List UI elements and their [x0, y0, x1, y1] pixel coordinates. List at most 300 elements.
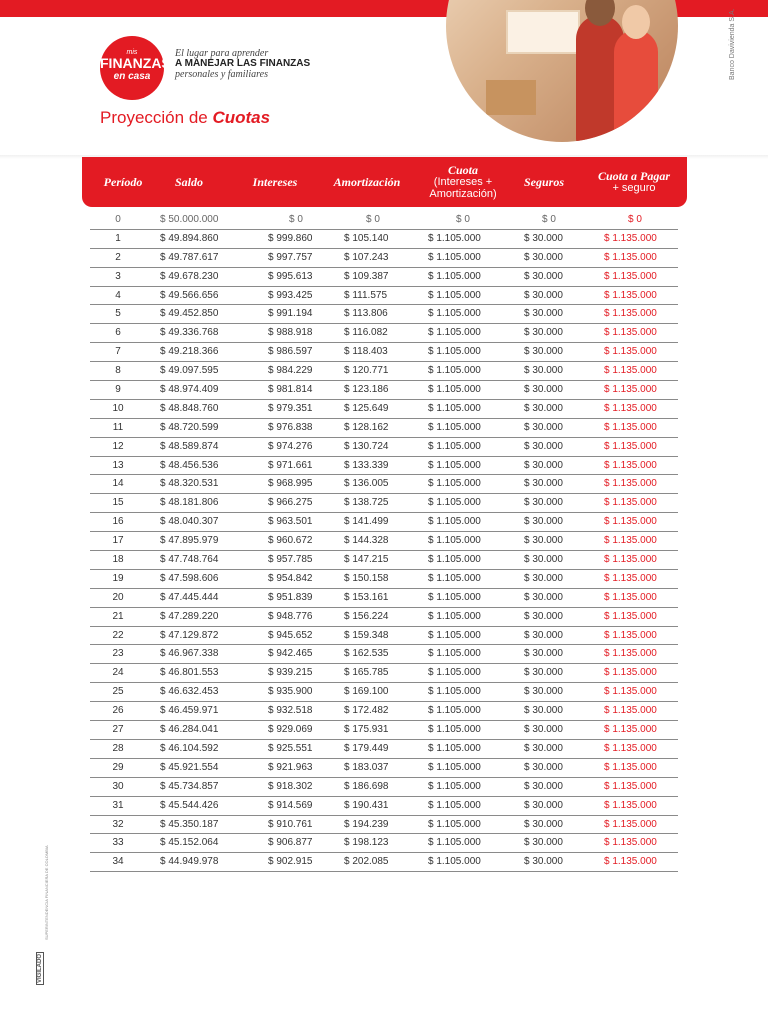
- cell-amortizacion: $ 0: [366, 214, 380, 225]
- cell-cuota: $ 1.105.000: [428, 591, 481, 603]
- cell-amortizacion: $ 169.100: [344, 686, 389, 698]
- cell-intereses: $ 979.351: [268, 402, 313, 414]
- cell-cuota: $ 1.105.000: [428, 856, 481, 868]
- table-row: [90, 589, 678, 608]
- table-row: [90, 645, 678, 664]
- cell-intereses: $ 999.860: [268, 232, 313, 244]
- cell-amortizacion: $ 113.806: [344, 308, 388, 320]
- cell-amortizacion: $ 120.771: [344, 365, 389, 377]
- cell-cuota: $ 1.105.000: [428, 384, 481, 396]
- table-row: [90, 740, 678, 759]
- cell-cuota-total: $ 1.135.000: [604, 516, 657, 528]
- cell-intereses: $ 910.761: [268, 818, 313, 830]
- cell-seguros: $ 30.000: [524, 535, 563, 547]
- cell-amortizacion: $ 194.239: [344, 818, 389, 830]
- cell-seguros: $ 30.000: [524, 251, 563, 263]
- cell-periodo: 25: [112, 686, 124, 698]
- cell-amortizacion: $ 183.037: [344, 761, 389, 773]
- cell-periodo: 5: [115, 308, 121, 320]
- cell-seguros: $ 30.000: [524, 799, 563, 811]
- cell-amortizacion: $ 186.698: [344, 780, 389, 792]
- cell-seguros: $ 30.000: [524, 270, 563, 282]
- cell-intereses: $ 991.194: [268, 308, 313, 320]
- table-row: [90, 797, 678, 816]
- cell-periodo: 11: [112, 421, 124, 433]
- table-row: [90, 419, 678, 438]
- cell-cuota: $ 1.105.000: [428, 686, 481, 698]
- cell-amortizacion: $ 105.140: [344, 232, 389, 244]
- cell-intereses: $ 966.275: [268, 497, 313, 509]
- cell-seguros: $ 30.000: [524, 856, 563, 868]
- cell-cuota: $ 1.105.000: [428, 308, 481, 320]
- cell-cuota: $ 1.105.000: [428, 402, 481, 414]
- cell-intereses: $ 921.963: [268, 761, 313, 773]
- table-header: [82, 157, 687, 207]
- tagline-line2: A MANEJAR LAS FINANZAS: [175, 58, 311, 69]
- header-intereses: Intereses: [252, 175, 298, 189]
- cell-saldo: $ 49.097.595: [160, 365, 219, 377]
- cell-periodo: 13: [112, 459, 124, 471]
- photo-window: [506, 10, 580, 54]
- cell-intereses: $ 974.276: [268, 440, 313, 452]
- cell-saldo: $ 46.632.453: [160, 686, 219, 698]
- header-seguros: Seguros: [523, 175, 564, 189]
- cell-intereses: $ 918.302: [268, 780, 313, 792]
- cell-amortizacion: $ 116.082: [344, 327, 388, 339]
- cell-cuota: $ 1.105.000: [428, 421, 481, 433]
- table-row: [90, 608, 678, 627]
- cell-amortizacion: $ 165.785: [344, 667, 389, 679]
- cell-seguros: $ 30.000: [524, 327, 563, 339]
- cell-saldo: $ 46.284.041: [160, 724, 219, 736]
- cell-cuota-total: $ 1.135.000: [604, 648, 657, 660]
- cell-cuota: $ 1.105.000: [428, 497, 481, 509]
- photo-person-woman: [614, 30, 658, 142]
- cell-intereses: $ 939.215: [268, 667, 313, 679]
- cell-amortizacion: $ 156.224: [344, 610, 389, 622]
- page-title-emphasis: Cuotas: [212, 108, 271, 127]
- cell-periodo: 7: [115, 346, 121, 358]
- cell-periodo: 17: [112, 535, 124, 547]
- cell-periodo: 6: [115, 327, 121, 339]
- cell-periodo: 20: [112, 591, 124, 603]
- cell-cuota-total: $ 1.135.000: [604, 289, 657, 301]
- cell-periodo: 2: [115, 251, 121, 263]
- cell-intereses: $ 984.229: [268, 365, 313, 377]
- table-row: [90, 249, 678, 268]
- cell-seguros: $ 30.000: [524, 421, 563, 433]
- cell-cuota-total: $ 1.135.000: [604, 384, 657, 396]
- cell-amortizacion: $ 162.535: [344, 648, 389, 660]
- table-row: [90, 853, 678, 872]
- header-saldo: Saldo: [174, 175, 203, 189]
- cell-cuota: $ 1.105.000: [428, 251, 481, 263]
- cell-periodo: 24: [112, 667, 124, 679]
- cell-saldo: $ 48.040.307: [160, 516, 219, 528]
- table-row: [90, 362, 678, 381]
- cell-cuota-total: $ 1.135.000: [604, 421, 657, 433]
- cell-seguros: $ 30.000: [524, 629, 563, 641]
- vigilado-sub: SUPERINTENDENCIA FINANCIERA DE COLOMBIA: [44, 845, 49, 940]
- table-row: [90, 664, 678, 683]
- cell-seguros: $ 30.000: [524, 610, 563, 622]
- cell-cuota-total: $ 1.135.000: [604, 761, 657, 773]
- table-row: [90, 759, 678, 778]
- cell-seguros: $ 0: [542, 214, 556, 225]
- logo-mis: mis: [126, 49, 138, 56]
- cell-cuota-total: $ 1.135.000: [604, 327, 657, 339]
- cell-cuota: $ 1.105.000: [428, 289, 481, 301]
- cell-periodo: 22: [112, 629, 124, 641]
- cell-intereses: $ 935.900: [268, 686, 313, 698]
- cell-intereses: $ 902.915: [268, 856, 313, 868]
- cell-periodo: 23: [112, 648, 124, 660]
- cell-cuota: $ 1.105.000: [428, 837, 481, 849]
- cell-cuota: $ 1.105.000: [428, 535, 481, 547]
- cell-seguros: $ 30.000: [524, 308, 563, 320]
- table-row: [90, 230, 678, 249]
- cell-saldo: $ 49.218.366: [160, 346, 219, 358]
- cell-cuota: $ 1.105.000: [428, 705, 481, 717]
- cell-saldo: $ 49.566.656: [160, 289, 219, 301]
- cell-amortizacion: $ 144.328: [344, 535, 389, 547]
- cell-cuota-total: $ 1.135.000: [604, 365, 657, 377]
- table-row: [90, 570, 678, 589]
- cell-seguros: $ 30.000: [524, 384, 563, 396]
- header-cuota-sub1: (Intereses +: [433, 176, 493, 188]
- cell-saldo: $ 48.720.599: [160, 421, 219, 433]
- cell-seguros: $ 30.000: [524, 837, 563, 849]
- cell-cuota: $ 1.105.000: [428, 232, 481, 244]
- cell-cuota: $ 1.105.000: [428, 799, 481, 811]
- cell-periodo: 14: [112, 478, 124, 490]
- cell-seguros: $ 30.000: [524, 516, 563, 528]
- cell-amortizacion: $ 107.243: [344, 251, 389, 263]
- cell-seguros: $ 30.000: [524, 667, 563, 679]
- table-row: [90, 211, 678, 230]
- cell-seguros: $ 30.000: [524, 648, 563, 660]
- cell-saldo: $ 46.459.971: [160, 705, 219, 717]
- cell-seguros: $ 30.000: [524, 686, 563, 698]
- vigilado-label: VIGILADO: [37, 953, 43, 983]
- cell-periodo: 26: [112, 705, 124, 717]
- table-row: [90, 457, 678, 476]
- table-row: [90, 305, 678, 324]
- cell-intereses: $ 914.569: [268, 799, 313, 811]
- tagline-line1: El lugar para aprender: [175, 48, 269, 59]
- cell-intereses: $ 906.877: [268, 837, 313, 849]
- cell-periodo: 19: [112, 572, 124, 584]
- cell-saldo: $ 49.336.768: [160, 327, 219, 339]
- cell-amortizacion: $ 123.186: [344, 384, 389, 396]
- mis-finanzas-logo: [100, 36, 171, 100]
- cell-periodo: 29: [112, 761, 124, 773]
- tagline-line3: personales y familiares: [175, 69, 268, 80]
- cell-cuota: $ 1.105.000: [428, 459, 481, 471]
- cell-seguros: $ 30.000: [524, 572, 563, 584]
- cell-cuota-total: $ 1.135.000: [604, 459, 657, 471]
- table-row: [90, 551, 678, 570]
- logo-main: FINANZAS: [100, 55, 171, 71]
- cell-cuota: $ 1.105.000: [428, 365, 481, 377]
- cell-cuota-total: $ 1.135.000: [604, 818, 657, 830]
- cell-periodo: 12: [112, 440, 124, 452]
- cell-saldo: $ 48.320.531: [160, 478, 219, 490]
- cell-saldo: $ 47.289.220: [160, 610, 219, 622]
- cell-cuota: $ 1.105.000: [428, 742, 481, 754]
- header-total-sub: + seguro: [612, 182, 656, 194]
- table-row: [90, 381, 678, 400]
- table-row: [90, 438, 678, 457]
- cell-amortizacion: $ 138.725: [344, 497, 389, 509]
- cell-intereses: $ 971.661: [268, 459, 313, 471]
- cell-cuota-total: $ 1.135.000: [604, 610, 657, 622]
- cell-periodo: 15: [112, 497, 124, 509]
- cell-saldo: $ 45.921.554: [160, 761, 219, 773]
- cell-intereses: $ 954.842: [268, 572, 313, 584]
- cell-saldo: $ 45.350.187: [160, 818, 219, 830]
- table-row: [90, 513, 678, 532]
- cell-seguros: $ 30.000: [524, 591, 563, 603]
- cell-seguros: $ 30.000: [524, 365, 563, 377]
- side-note: Banco Davivienda S.A.: [729, 8, 736, 80]
- cell-saldo: $ 48.456.536: [160, 459, 219, 471]
- cell-periodo: 21: [112, 610, 124, 622]
- photo-head-woman: [622, 5, 650, 39]
- cell-cuota-total: $ 1.135.000: [604, 308, 657, 320]
- cell-cuota: $ 1.105.000: [428, 648, 481, 660]
- cell-intereses: $ 951.839: [268, 591, 313, 603]
- cell-periodo: 34: [112, 856, 124, 868]
- cell-saldo: $ 47.895.979: [160, 535, 219, 547]
- cell-periodo: 31: [112, 799, 124, 811]
- cell-cuota-total: $ 1.135.000: [604, 497, 657, 509]
- table-row: [90, 816, 678, 835]
- cell-seguros: $ 30.000: [524, 346, 563, 358]
- cell-cuota-total: $ 1.135.000: [604, 232, 657, 244]
- cell-amortizacion: $ 128.162: [344, 421, 389, 433]
- cell-saldo: $ 46.104.592: [160, 742, 219, 754]
- cell-periodo: 30: [112, 780, 124, 792]
- cell-cuota-total: $ 1.135.000: [604, 402, 657, 414]
- cell-seguros: $ 30.000: [524, 478, 563, 490]
- cell-seguros: $ 30.000: [524, 554, 563, 566]
- cell-cuota-total: $ 1.135.000: [604, 554, 657, 566]
- cell-cuota: $ 0: [456, 214, 470, 225]
- cell-seguros: $ 30.000: [524, 818, 563, 830]
- cell-saldo: $ 47.129.872: [160, 629, 219, 641]
- table-row: [90, 343, 678, 362]
- cell-intereses: $ 986.597: [268, 346, 313, 358]
- cell-intereses: $ 942.465: [268, 648, 313, 660]
- header-periodo: Período: [103, 175, 143, 189]
- cell-saldo: $ 45.152.064: [160, 837, 219, 849]
- table-row: [90, 532, 678, 551]
- cell-periodo: 10: [112, 402, 124, 414]
- cell-intereses: $ 988.918: [268, 327, 313, 339]
- cell-saldo: $ 49.452.850: [160, 308, 219, 320]
- cell-periodo: 8: [115, 365, 121, 377]
- table-row: [90, 475, 678, 494]
- cell-saldo: $ 50.000.000: [160, 214, 219, 225]
- cell-seguros: $ 30.000: [524, 705, 563, 717]
- cell-seguros: $ 30.000: [524, 289, 563, 301]
- table-row: [90, 702, 678, 721]
- cell-cuota-total: $ 1.135.000: [604, 591, 657, 603]
- cell-saldo: $ 47.445.444: [160, 591, 219, 603]
- table-row: [90, 627, 678, 646]
- cell-cuota-total: $ 1.135.000: [604, 478, 657, 490]
- header-cuota-title: Cuota: [447, 163, 478, 177]
- cell-seguros: $ 30.000: [524, 742, 563, 754]
- cell-saldo: $ 44.949.978: [160, 856, 219, 868]
- cell-intereses: $ 925.551: [268, 742, 313, 754]
- cell-intereses: $ 981.814: [268, 384, 313, 396]
- cell-intereses: $ 945.652: [268, 629, 313, 641]
- cell-periodo: 27: [112, 724, 124, 736]
- cell-seguros: $ 30.000: [524, 780, 563, 792]
- cell-amortizacion: $ 133.339: [344, 459, 389, 471]
- cell-intereses: $ 957.785: [268, 554, 313, 566]
- cell-amortizacion: $ 190.431: [344, 799, 389, 811]
- cell-saldo: $ 47.598.606: [160, 572, 219, 584]
- cell-saldo: $ 45.544.426: [160, 799, 219, 811]
- cell-cuota: $ 1.105.000: [428, 478, 481, 490]
- cell-seguros: $ 30.000: [524, 232, 563, 244]
- cell-amortizacion: $ 172.482: [344, 705, 389, 717]
- table-row: [90, 778, 678, 797]
- cell-cuota: $ 1.105.000: [428, 780, 481, 792]
- cell-intereses: $ 997.757: [268, 251, 313, 263]
- table-row: [90, 683, 678, 702]
- cell-periodo: 0: [115, 214, 121, 225]
- cell-saldo: $ 49.787.617: [160, 251, 219, 263]
- cell-saldo: $ 49.678.230: [160, 270, 219, 282]
- cell-seguros: $ 30.000: [524, 761, 563, 773]
- cell-cuota-total: $ 1.135.000: [604, 270, 657, 282]
- cell-amortizacion: $ 109.387: [344, 270, 389, 282]
- cell-cuota: $ 1.105.000: [428, 516, 481, 528]
- cell-amortizacion: $ 141.499: [344, 516, 389, 528]
- cell-seguros: $ 30.000: [524, 440, 563, 452]
- cell-cuota-total: $ 1.135.000: [604, 346, 657, 358]
- cell-intereses: $ 0: [289, 214, 303, 225]
- cell-periodo: 18: [112, 554, 124, 566]
- cell-seguros: $ 30.000: [524, 402, 563, 414]
- cell-cuota: $ 1.105.000: [428, 761, 481, 773]
- cell-cuota-total: $ 0: [628, 214, 642, 225]
- cell-saldo: $ 47.748.764: [160, 554, 219, 566]
- table-row: [90, 494, 678, 513]
- cell-cuota: $ 1.105.000: [428, 667, 481, 679]
- cell-cuota: $ 1.105.000: [428, 346, 481, 358]
- cell-saldo: $ 48.974.409: [160, 384, 219, 396]
- table-row: [90, 287, 678, 306]
- table-row: [90, 400, 678, 419]
- photo-box: [486, 80, 536, 115]
- cell-periodo: 33: [112, 837, 124, 849]
- cell-intereses: $ 929.069: [268, 724, 313, 736]
- cell-seguros: $ 30.000: [524, 724, 563, 736]
- cell-cuota-total: $ 1.135.000: [604, 686, 657, 698]
- page-title-prefix: Proyección de: [100, 108, 213, 127]
- cell-cuota: $ 1.105.000: [428, 629, 481, 641]
- cell-amortizacion: $ 136.005: [344, 478, 389, 490]
- cell-cuota: $ 1.105.000: [428, 610, 481, 622]
- table-row: [90, 834, 678, 853]
- cell-seguros: $ 30.000: [524, 459, 563, 471]
- cell-periodo: 1: [115, 232, 121, 244]
- cell-amortizacion: $ 147.215: [344, 554, 389, 566]
- cell-intereses: $ 993.425: [268, 289, 313, 301]
- header-total-title: Cuota a Pagar: [597, 169, 670, 183]
- cell-intereses: $ 976.838: [268, 421, 313, 433]
- cell-intereses: $ 932.518: [268, 705, 313, 717]
- cell-intereses: $ 960.672: [268, 535, 313, 547]
- cell-periodo: 28: [112, 742, 124, 754]
- cell-amortizacion: $ 159.348: [344, 629, 389, 641]
- cell-amortizacion: $ 179.449: [344, 742, 389, 754]
- cell-cuota-total: $ 1.135.000: [604, 742, 657, 754]
- cell-saldo: $ 45.734.857: [160, 780, 219, 792]
- cell-intereses: $ 963.501: [268, 516, 313, 528]
- cell-saldo: $ 46.967.338: [160, 648, 219, 660]
- cell-periodo: 3: [115, 270, 121, 282]
- cell-cuota-total: $ 1.135.000: [604, 837, 657, 849]
- cell-periodo: 4: [115, 289, 121, 301]
- cell-amortizacion: $ 118.403: [344, 346, 388, 358]
- cell-cuota-total: $ 1.135.000: [604, 572, 657, 584]
- cell-cuota-total: $ 1.135.000: [604, 440, 657, 452]
- header-cuota-sub2: Amortización): [429, 188, 497, 200]
- cell-cuota: $ 1.105.000: [428, 554, 481, 566]
- table-row: [90, 721, 678, 740]
- cell-amortizacion: $ 130.724: [344, 440, 389, 452]
- cell-cuota: $ 1.105.000: [428, 818, 481, 830]
- logo-sub: en casa: [113, 71, 151, 82]
- cell-amortizacion: $ 150.158: [344, 572, 389, 584]
- cell-intereses: $ 995.613: [268, 270, 313, 282]
- cell-amortizacion: $ 202.085: [344, 856, 389, 868]
- cell-cuota-total: $ 1.135.000: [604, 251, 657, 263]
- cell-intereses: $ 968.995: [268, 478, 313, 490]
- cell-amortizacion: $ 198.123: [344, 837, 389, 849]
- table-row: [90, 324, 678, 343]
- page-title: [100, 108, 270, 128]
- cell-cuota-total: $ 1.135.000: [604, 780, 657, 792]
- cell-cuota-total: $ 1.135.000: [604, 724, 657, 736]
- cell-cuota-total: $ 1.135.000: [604, 629, 657, 641]
- cell-saldo: $ 46.801.553: [160, 667, 219, 679]
- cell-cuota: $ 1.105.000: [428, 572, 481, 584]
- table-body: [90, 211, 678, 872]
- cell-cuota-total: $ 1.135.000: [604, 667, 657, 679]
- cell-amortizacion: $ 153.161: [344, 591, 389, 603]
- cell-cuota-total: $ 1.135.000: [604, 856, 657, 868]
- cell-periodo: 9: [115, 384, 121, 396]
- header-cuota: [418, 157, 508, 207]
- cell-cuota: $ 1.105.000: [428, 327, 481, 339]
- cell-saldo: $ 48.848.760: [160, 402, 219, 414]
- header-amortizacion: Amortización: [333, 175, 401, 189]
- cell-amortizacion: $ 175.931: [344, 724, 389, 736]
- cell-cuota: $ 1.105.000: [428, 724, 481, 736]
- cell-amortizacion: $ 111.575: [344, 289, 388, 301]
- cell-intereses: $ 948.776: [268, 610, 313, 622]
- table-row: [90, 268, 678, 287]
- cell-cuota: $ 1.105.000: [428, 270, 481, 282]
- cell-cuota: $ 1.105.000: [428, 440, 481, 452]
